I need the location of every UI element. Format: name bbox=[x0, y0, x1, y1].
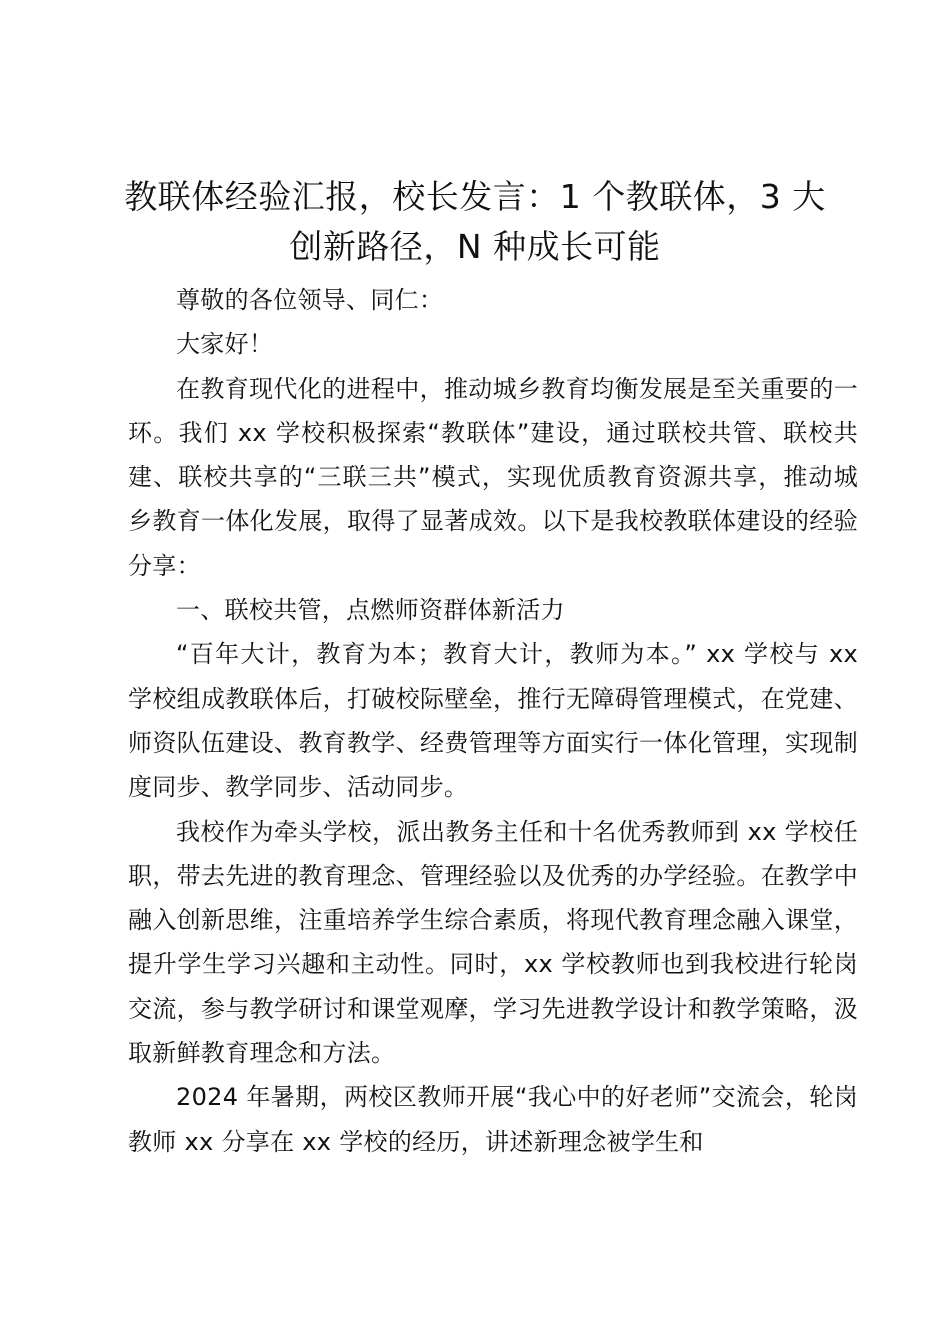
intro-paragraph: 在教育现代化的进程中，推动城乡教育均衡发展是至关重要的一环。我们 xx 学校积极探索“教联体”建设，通过联校共管、联校共建、联校共享的“三联三共”模式，实现优质教育资源共享，推动城乡教育一体化发展，取得了显著成效。以下是我校教联体建设的经验分享： bbox=[128, 374, 858, 580]
document-title: 教联体经验汇报，校长发言：1 个教联体，3 大创新路径，N 种成长可能 bbox=[124, 177, 826, 266]
greeting: 大家好！ bbox=[176, 330, 274, 359]
document-body bbox=[128, 278, 858, 1164]
body-paragraph: 我校作为牵头学校，派出教务主任和十名优秀教师到 xx 学校任职，带去先进的教育理念、管理经验以及优秀的办学经验。在教学中融入创新思维，注重培养学生综合素质，将现代教育理念融入课堂，提升学生学习兴趣和主动性。同时，xx 学校教师也到我校进行轮岗交流，参与教学研讨和课堂观摩，学习先进教学设计和教学策略，汲取新鲜教育理念和方法。 bbox=[128, 817, 858, 1068]
body-paragraph: “百年大计，教育为本；教育大计，教师为本。” xx 学校与 xx 学校组成教联体后，打破校际壁垒，推行无障碍管理模式，在党建、师资队伍建设、教育教学、经费管理等方面实行一体化管理，实现制度同步、教学同步、活动同步。 bbox=[128, 640, 858, 802]
section-heading-1: 一、联校共管，点燃师资群体新活力 bbox=[176, 596, 565, 625]
salutation: 尊敬的各位领导、同仁： bbox=[176, 286, 444, 314]
body-paragraph: 2024 年暑期，两校区教师开展“我心中的好老师”交流会，轮岗教师 xx 分享在 xx 学校的经历，讲述新理念被学生和 bbox=[128, 1083, 858, 1156]
